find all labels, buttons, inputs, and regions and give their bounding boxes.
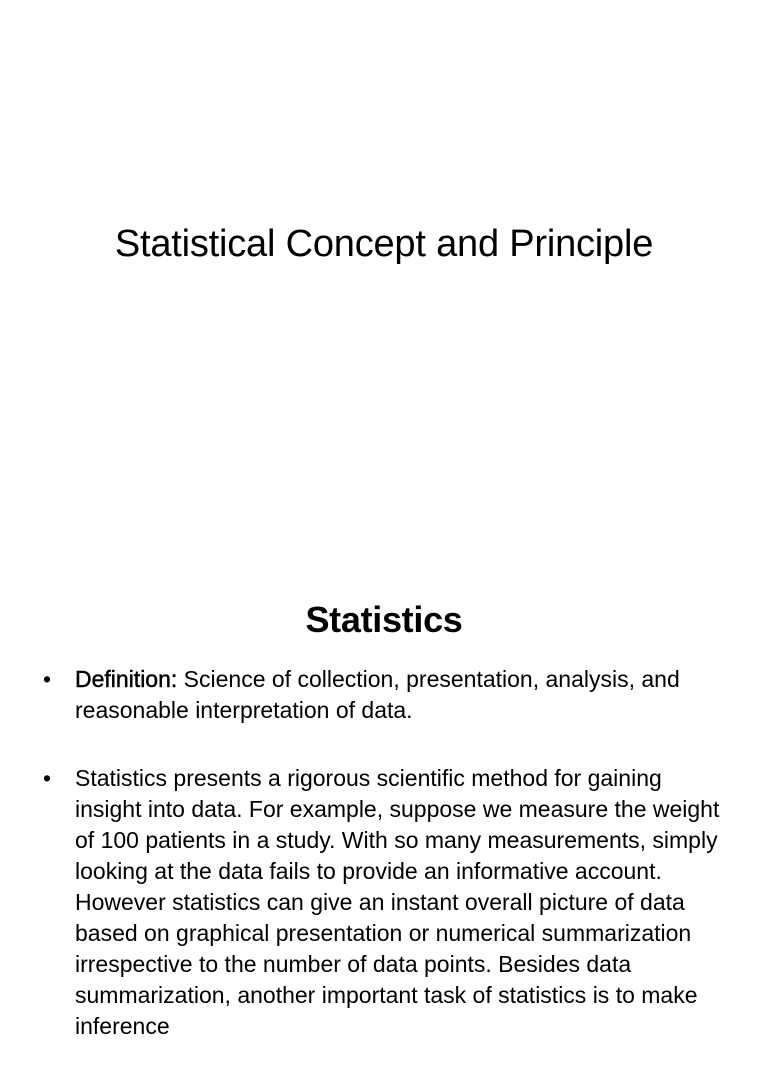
bullet-dot-icon: •	[43, 666, 52, 692]
slide-heading: Statistics	[305, 599, 463, 640]
bullet-list	[0, 664, 768, 1079]
definition-label: Definition:	[75, 666, 178, 692]
bullet-dot-icon: •	[43, 765, 52, 791]
slide-title: Statistical Concept and Principle	[114, 223, 654, 265]
bullet-description	[0, 763, 768, 1042]
bullet-definition	[0, 664, 768, 726]
description-text: Statistics presents a rigorous scientific method for gaining insight into data. For example, suppose we measure the weight of 100 patients in a study. With so many measurements, simply looking at the data fails to provide an informative account. However statistics can give an instant overall picture of data based on graphical presentation or numerical summarization irrespective to the number of data points. Besides data summarization, another important task of statistics is to make inference	[75, 765, 720, 1039]
definition-text: Science of collection, presentation, analysis, and reasonable interpretation of data.	[75, 666, 680, 723]
statistics-slide	[0, 576, 768, 1039]
